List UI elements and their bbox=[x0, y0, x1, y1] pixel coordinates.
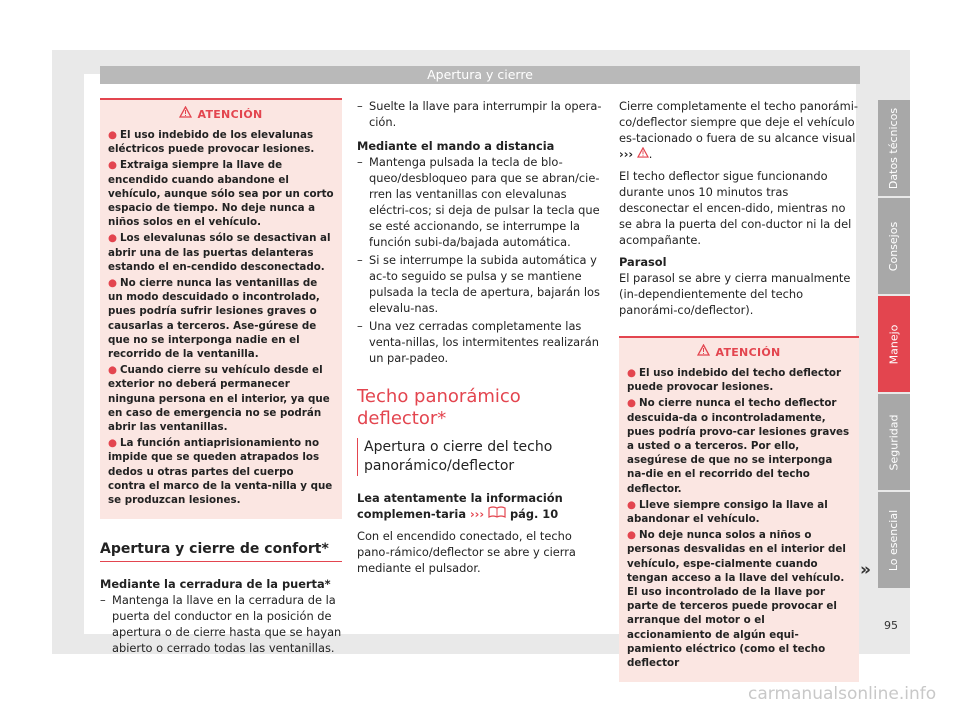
warning-item: ● No deje nunca solos a niños o personas desvalidas en el interior del vehículo, espe-cialmente cuando tengan acceso a la llave del vehículo. El uso incontrolado de la llave por parte de terceros puede provocar el arranque del motor o el accionamiento de algún equi-pamiento eléctrico (como el techo deflector bbox=[627, 529, 846, 670]
warning-triangle-icon bbox=[697, 344, 710, 361]
warning-item: ● La función antiaprisionamiento no impide que se queden atrapados los dedos u otras partes del cuerpo contra el marco de la venta-nilla y que se produzcan lesiones. bbox=[108, 437, 333, 507]
page-reference-link[interactable]: pág. 10 bbox=[510, 507, 559, 521]
warning-item: ● Los elevalunas sólo se desactivan al abrir una de las puertas delanteras estando el en-cendido desconectado. bbox=[108, 232, 331, 273]
list-item: – Mantenga pulsada la tecla de blo-queo/desbloqueo para que se abran/cie-rren las ventanillas con elevalunas eléctri-cos; si deja de pulsar la tecla que se esté accionando, se interrumpe la función subi-da/bajada automática. bbox=[357, 155, 600, 249]
subtitle-remote: Mediante el mando a distancia bbox=[357, 139, 555, 153]
warning-title-1: ATENCIÓN bbox=[108, 106, 334, 123]
warning-list-2 bbox=[627, 366, 851, 670]
page-header: Apertura y cierre bbox=[100, 66, 860, 84]
list-item: – Una vez cerradas completamente las venta-nillas, los intermitentes realizarán un par-padeo. bbox=[357, 319, 599, 365]
warning-box-2 bbox=[619, 336, 859, 682]
warning-item: ● No cierre nunca las ventanillas de un modo descuidado o incontrolado, pues podría sufrir lesiones graves o causarlas a terceros. Ase-gúrese de que no se interponga nadie en el recorrido de la ventanilla. bbox=[108, 277, 320, 361]
section-title-confort: Apertura y cierre de confort* bbox=[100, 541, 342, 562]
warning-triangle-icon bbox=[637, 147, 649, 161]
paragraph: Con el encendido conectado, el techo pano-rámico/deflector se abre y cierra mediante el pulsador. bbox=[357, 529, 576, 575]
tab-lo-esencial[interactable]: Lo esencial bbox=[878, 492, 910, 588]
section-title-sunroof: Techo panorámico deflector* bbox=[357, 386, 521, 429]
warning-box-1 bbox=[100, 98, 342, 519]
paragraph: Cierre completamente el techo panorámi-co/deflector siempre que deje el vehículo es-tacionado o fuera de su alcance visual ››› . bbox=[619, 99, 859, 161]
column-2 bbox=[357, 98, 602, 576]
paragraph: El parasol se abre y cierra manualmente (in-dependientemente del techo panorámi-co/deflector). bbox=[619, 271, 851, 317]
see-arrow: ››› bbox=[619, 147, 634, 161]
tab-manejo[interactable]: Manejo bbox=[878, 296, 910, 392]
page-number: 95 bbox=[884, 619, 898, 632]
warning-item: ● No cierre nunca el techo deflector descuida-da o incontroladamente, pues podría provo-car lesiones graves a usted o a terceros. Por ello, asegúrese de que no se interponga na-die en el recorrido del techo deflector. bbox=[627, 397, 850, 495]
warning-item: ● Extraiga siempre la llave de encendido cuando abandone el vehículo, aunque sólo sea por un corto espacio de tiempo. No deje nunca a niños solos en el vehículo. bbox=[108, 159, 334, 229]
book-icon bbox=[488, 507, 506, 521]
paragraph: El techo deflector sigue funcionando durante unos 10 minutos tras desconectar el encen-dido, mientras no se abra la puerta del con-ductor ni la del acompañante. bbox=[619, 169, 852, 247]
subsection-title-sunroof: Apertura o cierre del techo panorámico/deflector bbox=[357, 438, 602, 476]
warning-item: ● El uso indebido de los elevalunas eléctricos puede provocar lesiones. bbox=[108, 129, 315, 156]
tab-datos-tecnicos[interactable]: Datos técnicos bbox=[878, 100, 910, 196]
tab-seguridad[interactable]: Seguridad bbox=[878, 394, 910, 490]
warning-title-2: ATENCIÓN bbox=[627, 344, 851, 361]
warning-item: ● Lleve siempre consigo la llave al abandonar el vehículo. bbox=[627, 498, 828, 526]
column-1 bbox=[100, 98, 342, 656]
warning-list-1 bbox=[108, 128, 334, 507]
column-3 bbox=[619, 98, 859, 682]
warning-item: ● El uso indebido del techo deflector puede provocar lesiones. bbox=[627, 367, 842, 394]
warning-triangle-icon bbox=[179, 106, 192, 123]
read-more-arrow: ››› bbox=[469, 507, 485, 521]
read-more-note: Lea atentamente la información complemen-taria ››› pág. 10 bbox=[357, 491, 563, 521]
warning-item: ● Cuando cierre su vehículo desde el exterior no deberá permanecer ninguna persona en el interior, ya que en caso de emergencia no se podrán abrir las ventanillas. bbox=[108, 364, 330, 434]
list-item: – Si se interrumpe la subida automática y ac-to seguido se pulsa y se mantiene pulsada la tecla de apertura, bajarán los elevalu-nas. bbox=[357, 253, 600, 315]
list-item: – Suelte la llave para interrumpir la opera-ción. bbox=[357, 99, 602, 129]
continue-arrow-icon: » bbox=[860, 560, 871, 580]
subtitle-parasol: Parasol bbox=[619, 255, 667, 269]
list-item: – Mantenga la llave en la cerradura de la puerta del conductor en la posición de apertura o de cierre hasta que se hayan abierto o cerrado todas las ventanillas. bbox=[100, 593, 342, 656]
tab-consejos[interactable]: Consejos bbox=[878, 198, 910, 294]
watermark: carmanualsonline.info bbox=[748, 684, 937, 704]
subtitle-door-lock: Mediante la cerradura de la puerta* bbox=[100, 577, 331, 592]
